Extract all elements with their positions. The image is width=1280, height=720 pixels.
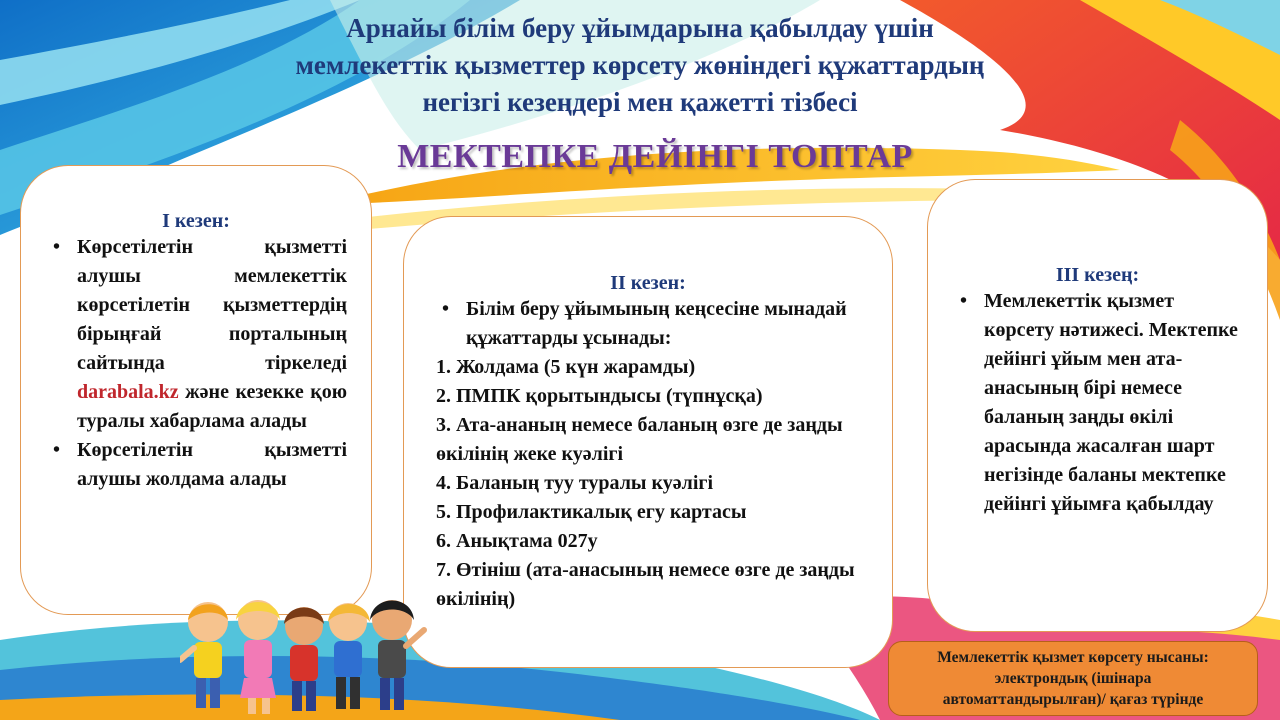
stage-1-heading: I кезен: xyxy=(162,210,230,232)
stage-1-bullet-1 xyxy=(47,233,347,436)
page-title xyxy=(190,10,1090,121)
document-list-item: 7. Өтініш (ата-анасының немесе өзге де заңды өкілінің) xyxy=(436,559,855,610)
children-group-image xyxy=(180,590,430,720)
stage-3-card xyxy=(927,179,1268,632)
document-list-item: 3. Ата-ананың немесе баланың өзге де заңды өкілінің жеке куәлігі xyxy=(436,414,843,465)
title-line-2: мемлекеттік қызметтер көрсету жөніндегі құжаттардың xyxy=(295,50,985,80)
service-form-note xyxy=(888,641,1258,716)
stage-1-body xyxy=(21,233,371,494)
service-form-line-2: электрондық (ішінара xyxy=(994,670,1152,687)
section-subtitle: МЕКТЕПКЕ ДЕЙІНГІ ТОПТАР xyxy=(397,138,913,175)
document-list-item: 2. ПМПК қорытындысы (түпнұсқа) xyxy=(436,385,763,407)
title-line-1: Арнайы білім беру ұйымдарына қабылдау үшін xyxy=(346,13,934,43)
stage-2-intro: • Білім беру ұйымының кеңсесіне мынадай құжаттарды ұсынады: xyxy=(436,295,862,353)
document-list-item: 4. Баланың туу туралы куәлігі xyxy=(436,472,714,494)
stage-2-card xyxy=(403,216,893,668)
service-form-line-1: Мемлекеттік қызмет көрсету нысаны: xyxy=(937,649,1209,666)
darabala-link[interactable]: darabala.kz xyxy=(77,381,179,403)
stage-1-card xyxy=(20,165,372,615)
stage-2-heading: II кезен: xyxy=(610,272,686,294)
document-list-item: 5. Профилактикалық егу картасы xyxy=(436,501,747,523)
stage-3-heading: III кезең: xyxy=(1055,264,1140,286)
stage-2-body xyxy=(404,295,892,614)
stage-3-body xyxy=(928,287,1267,519)
stage-1-bullet-1-text-b: және кезекке қою туралы хабарлама алады xyxy=(77,381,347,432)
stage-1-bullet-1-text-a: Көрсетілетін қызметті алушы мемлекеттік көрсетілетін қызметтердің бірыңғай порталының сайтында тіркеледі xyxy=(77,236,347,374)
stage-3-bullet: • Мемлекеттік қызмет көрсету нәтижесі. Мектепке дейінгі ұйым мен ата-анасының бірі немесе баланың заңды өкілі арасында жасалған шарт негізінде баланы мектепке дейінгі ұйымға қабылдау xyxy=(954,287,1245,519)
service-form-line-3: автоматтандырылған)/ қағаз түрінде xyxy=(942,691,1204,708)
document-list-item: 1. Жолдама (5 күн жарамды) xyxy=(436,356,696,378)
stage-1-bullet-2: • Көрсетілетін қызметті алушы жолдама алады xyxy=(47,436,347,494)
document-list-item: 6. Анықтама 027у xyxy=(436,530,598,552)
title-line-3: негізгі кезеңдері мен қажетті тізбесі xyxy=(422,87,858,117)
